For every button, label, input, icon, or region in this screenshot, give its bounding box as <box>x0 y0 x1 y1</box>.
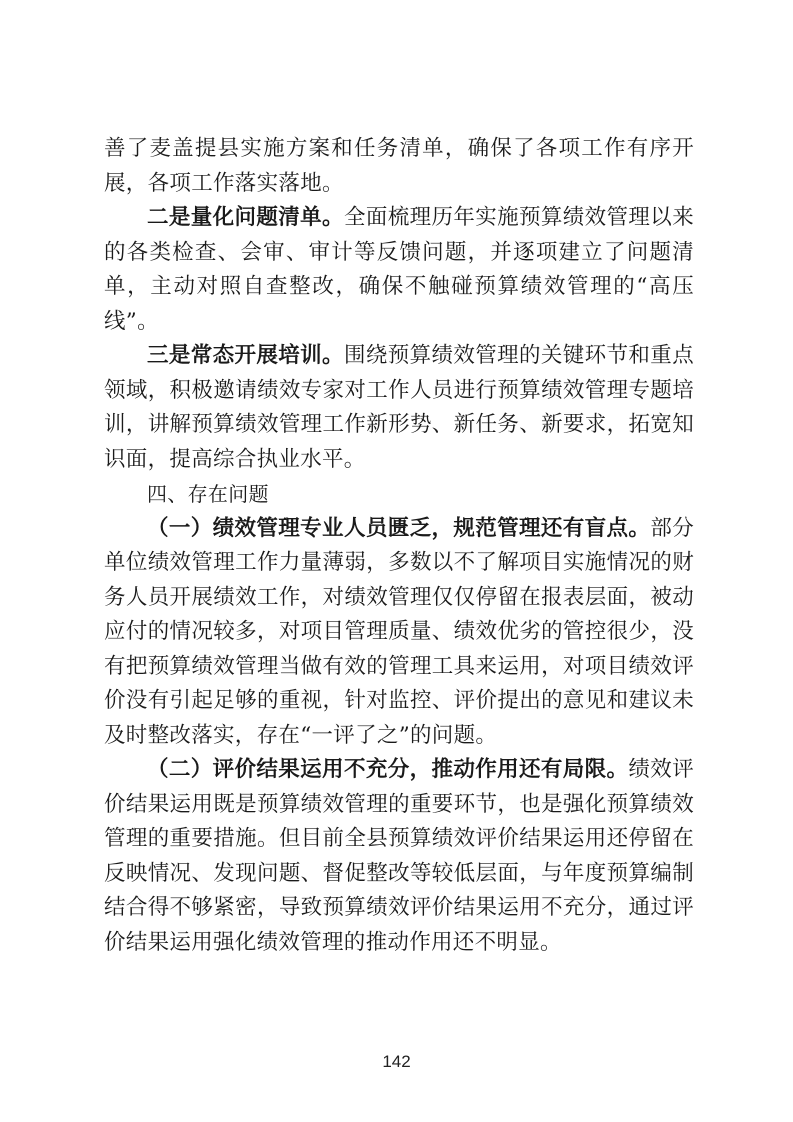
paragraph-text: 善了麦盖提县实施方案和任务清单，确保了各项工作有序开展，各项工作落实落地。 <box>104 136 694 196</box>
paragraph-heading: （一）绩效管理专业人员匮乏，规范管理还有盲点。 <box>147 515 651 541</box>
paragraph-training <box>104 339 694 477</box>
paragraph-issue-2 <box>104 753 694 960</box>
paragraph-quantify-issues <box>104 201 694 339</box>
paragraph-text: 绩效评价结果运用既是预算绩效管理的重要环节，也是强化预算绩效管理的重要措施。但目前全县预算绩效评价结果运用还停留在反映情况、发现问题、督促整改等较低层面，与年度预算编制结合得不够紧密，导致预算绩效评价结果运用不充分，通过评价结果运用强化绩效管理的推动作用还不明显。 <box>104 757 694 955</box>
document-body <box>104 132 694 960</box>
paragraph-heading: 二是量化问题清单。 <box>147 205 344 230</box>
paragraph-text: 全面梳理历年实施预算绩效管理以来的各类检查、会审、审计等反馈问题，并逐项建立了问题清单，主动对照自查整改，确保不触碰预算绩效管理的“高压线”。 <box>104 205 694 334</box>
section-heading: 四、存在问题 <box>147 482 269 506</box>
paragraph-text: 围绕预算绩效管理的关键环节和重点领域，积极邀请绩效专家对工作人员进行预算绩效管理专题培训，讲解预算绩效管理工作新形势、新任务、新要求，拓宽知识面，提高综合执业水平。 <box>104 343 694 472</box>
paragraph-heading: 三是常态开展培训。 <box>147 343 344 368</box>
paragraph-text: 部分单位绩效管理工作力量薄弱，多数以不了解项目实施情况的财务人员开展绩效工作，对绩效管理仅仅停留在报表层面，被动应付的情况较多，对项目管理质量、绩效优劣的管控很少，没有把预算绩效管理当做有效的管理工具来运用，对项目绩效评价没有引起足够的重视，针对监控、评价提出的意见和建议未及时整改落实，存在“一评了之”的问题。 <box>104 515 694 748</box>
paragraph-continuation <box>104 132 694 201</box>
paragraph-heading: （二）评价结果运用不充分，推动作用还有局限。 <box>147 757 629 782</box>
page-number: 142 <box>382 1052 411 1071</box>
paragraph-issue-1 <box>104 512 694 754</box>
